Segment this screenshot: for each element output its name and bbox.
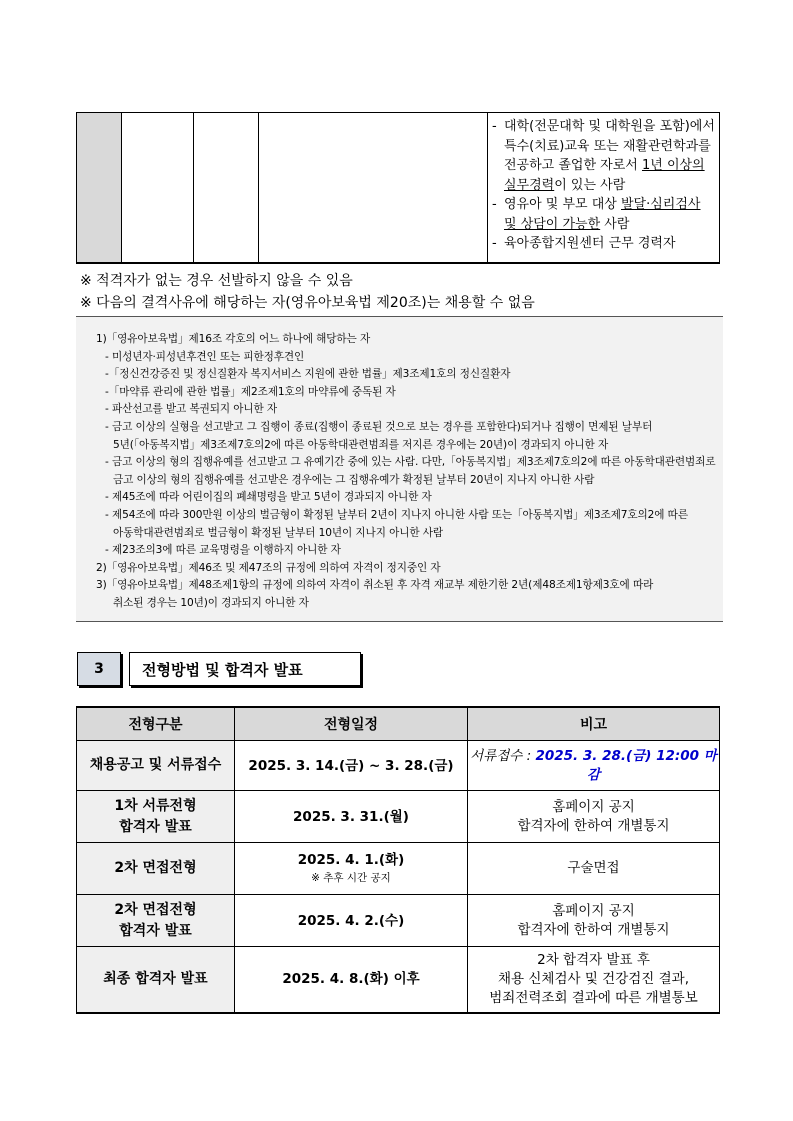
header-date: 전형일정 <box>235 707 468 741</box>
dash-marker: - <box>492 236 497 251</box>
table-cell-blank <box>77 113 122 263</box>
disqualification-item: - 제54조에 따라 300만원 이상의 벌금형이 확정된 날부터 2년이 지나지 아니한 사람 또는「아동복지법」제3조제7호의2에 따른 <box>105 508 688 521</box>
note-no-qualified: ※ 적격자가 없는 경우 선발하지 않을 수 있음 <box>80 273 353 289</box>
remarks-cell: 홈페이지 공지 합격자에 한하여 개별통지 <box>468 895 720 947</box>
category-cell: 2차 면접전형 <box>77 843 235 895</box>
requirement-item <box>492 117 715 195</box>
section-title: 전형방법 및 합격자 발표 <box>129 652 361 686</box>
date-cell: 2025. 4. 2.(수) <box>235 895 468 947</box>
table-row <box>77 791 720 843</box>
table-row <box>77 741 720 791</box>
table-row <box>77 895 720 947</box>
table-cell-blank <box>122 113 194 263</box>
disqualification-item: - 금고 이상의 형의 집행유예를 선고받고 그 유예기간 중에 있는 사람. 다만,「아동복지법」제3조제7호의2에 따른 아동학대관련범죄로 <box>105 456 716 469</box>
disqualification-item: 아동학대관련범죄로 벌금형이 확정된 날부터 10년이 지나지 아니한 사람 <box>113 526 444 539</box>
requirement-text: 육아종합지원센터 근무 경력자 <box>504 236 676 251</box>
category-cell: 채용공고 및 서류접수 <box>77 741 235 791</box>
requirement-text: 영유아 및 부모 대상 발달·심리검사 및 상담이 가능한 사람 <box>504 197 701 232</box>
disqualification-item: 금고 이상의 형의 집행유예를 선고받은 경우에는 그 집행유예가 확정된 날부터 20년이 지나지 아니한 사람 <box>113 473 595 486</box>
category-cell: 최종 합격자 발표 <box>77 947 235 1013</box>
table-cell-blank <box>194 113 259 263</box>
date-note: ※ 추후 시간 공지 <box>311 871 391 884</box>
deadline-label: 서류접수 : <box>470 747 536 764</box>
date-cell: 2025. 4. 8.(화) 이후 <box>235 947 468 1013</box>
requirement-item <box>492 195 715 234</box>
note-disqualification: ※ 다음의 결격사유에 해당하는 자(영유아보육법 제20조)는 채용할 수 없음 <box>80 295 535 311</box>
remarks-cell <box>468 741 720 791</box>
disqualification-item: 3)「영유아보육법」제48조제1항의 규정에 의하여 자격이 취소된 후 자격 재교부 제한기한 2년(제48조제1항제3호에 따라 <box>96 579 654 592</box>
disqualification-item: 2)「영유아보육법」제46조 및 제47조의 규정에 의하여 자격이 정지중인 자 <box>96 561 441 574</box>
header-category: 전형구분 <box>77 707 235 741</box>
requirements-cell <box>488 113 720 263</box>
date-cell: 2025. 3. 14.(금) ~ 3. 28.(금) <box>235 741 468 791</box>
requirement-item <box>492 234 715 254</box>
remarks-cell: 2차 합격자 발표 후 채용 신체검사 및 건강검진 결과, 범죄전력조회 결과에 따른 개별통보 <box>468 947 720 1013</box>
requirement-text: 대학(전문대학 및 대학원을 포함)에서 특수(치료)교육 또는 재활관련학과를 전공하고 졸업한 자로서 1년 이상의 실무경력이 있는 사람 <box>504 119 715 193</box>
disqualification-item: -「마약류 관리에 관한 법률」제2조제1호의 마약류에 중독된 자 <box>105 385 396 398</box>
dash-marker: - <box>492 119 497 134</box>
deadline-value: 2025. 3. 28.(금) 12:00 마감 <box>535 747 717 783</box>
disqualification-item: - 제45조에 따라 어린이집의 폐쇄명령을 받고 5년이 경과되지 아니한 자 <box>105 491 432 504</box>
table-row <box>77 843 720 895</box>
disqualification-item: - 미성년자·피성년후견인 또는 피한정후견인 <box>105 350 305 363</box>
remarks-cell: 홈페이지 공지 합격자에 한하여 개별통지 <box>468 791 720 843</box>
section-number: 3 <box>77 652 121 686</box>
disqualification-item: 취소된 경우는 10년)이 경과되지 아니한 자 <box>113 596 309 609</box>
disqualification-item: 1)「영유아보육법」제16조 각호의 어느 하나에 해당하는 자 <box>96 333 371 345</box>
remarks-cell: 구술면접 <box>468 843 720 895</box>
category-cell: 1차 서류전형 합격자 발표 <box>77 791 235 843</box>
date-cell: 2025. 4. 1.(화) ※ 추후 시간 공지 <box>235 843 468 895</box>
disqualification-item: - 파산선고를 받고 복권되지 아니한 자 <box>105 403 278 416</box>
disqualification-item: -「정신건강증진 및 정신질환자 복지서비스 지원에 관한 법률」제3조제1호의 정신질환자 <box>105 368 511 381</box>
requirements-table <box>76 112 720 264</box>
disqualification-box <box>76 316 723 622</box>
disqualification-item: 5년(「아동복지법」제3조제7호의2에 따른 아동학대관련범죄를 저지른 경우에는 20년)이 경과되지 아니한 자 <box>113 438 609 451</box>
category-cell: 2차 면접전형 합격자 발표 <box>77 895 235 947</box>
table-cell-blank <box>259 113 488 263</box>
header-remarks: 비고 <box>468 707 720 741</box>
date-cell: 2025. 3. 31.(월) <box>235 791 468 843</box>
schedule-table <box>76 706 720 1014</box>
disqualification-item: - 제23조의3에 따른 교육명령을 이행하지 아니한 자 <box>105 544 341 557</box>
table-row <box>77 947 720 1013</box>
requirements-list <box>488 113 719 254</box>
dash-marker: - <box>492 197 497 212</box>
disqualification-item: - 금고 이상의 실형을 선고받고 그 집행이 종료(집행이 종료된 것으로 보는 경우를 포함한다)되거나 집행이 면제된 날부터 <box>105 420 653 433</box>
